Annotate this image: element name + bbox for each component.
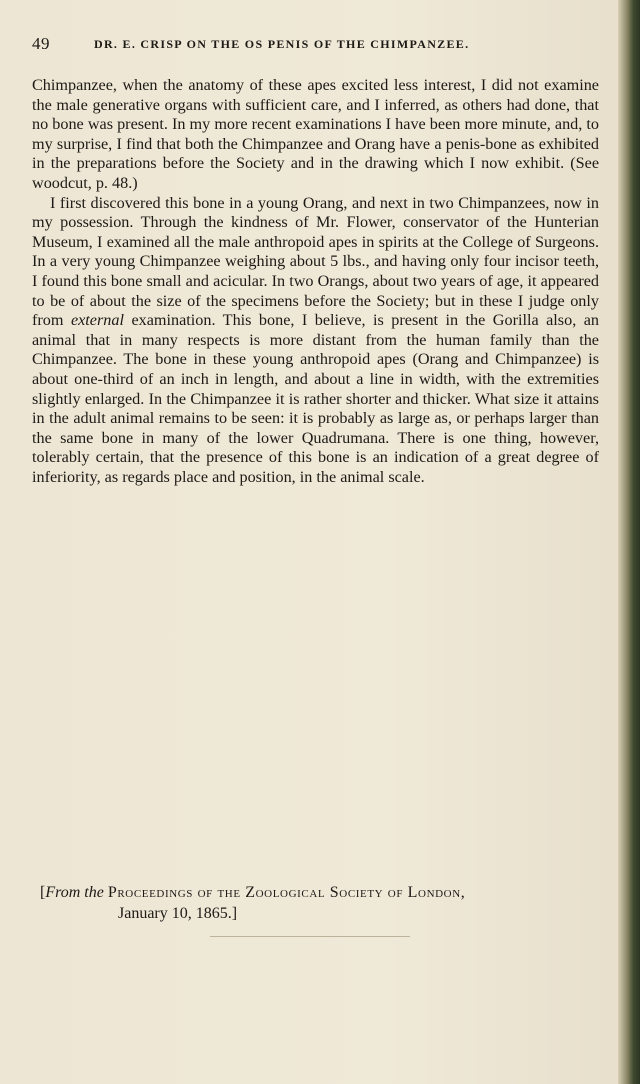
page-header: [32, 34, 592, 58]
paragraph-2-text-a: I first discovered this bone in a young Orang, and next in two Chimpanzees, now in my possession. Through the kindness of Mr. Flower, conservator of the Hunterian Museum, I examined all the male anthropoid apes in spirits at the College of Surgeons. In a very young Chimpanzee weighing about 5 lbs., and having only four incisor teeth, I found this bone small and acicular. In two Orangs, about two years of age, it appeared to be of about the size of the specimens before the Society; but in these I judge only from: [32, 193, 599, 330]
source-citation: [40, 882, 600, 924]
paragraph-2-text-b: examination. This bone, I believe, is present in the Gorilla also, an animal that in many respects is more distant from the human family than the Chimpanzee. The bone in these young anthropoid apes (Orang and Chimpanzee) is about one-third of an inch in length, and about a line in width, with the extremities slightly enlarged. In the Chimpanzee it is rather shorter and thicker. What size it attains in the adult animal remains to be seen: it is probably as large as, or perhaps larger than the same bone in many of the lower Quadrumana. There is one thing, however, tolerably certain, that the presence of this bone is an indication of a great degree of inferiority, as regards place and position, in the animal scale.: [32, 311, 599, 486]
citation-line-1: [40, 882, 600, 903]
page-number: 49: [32, 34, 50, 53]
running-title: DR. E. CRISP ON THE OS PENIS OF THE CHIMPANZEE.: [94, 37, 470, 51]
citation-bracket: [: [40, 884, 46, 901]
citation-source: Proceedings of the Zoological Society of London,: [107, 884, 466, 901]
paragraph-2: [32, 194, 599, 488]
footer-rule: [210, 936, 410, 937]
article-body: [32, 76, 599, 487]
citation-from: From the: [45, 884, 104, 901]
book-spine-edge: [618, 0, 640, 1084]
citation-date: January 10, 1865.]: [118, 905, 238, 922]
paragraph-2-italic: external: [70, 311, 124, 330]
paragraph-1: Chimpanzee, when the anatomy of these apes excited less interest, I did not examine the male generative organs with sufficient care, and I inferred, as others had done, that no bone was present. In my more recent examinations I have been more minute, and, to my surprise, I find that both the Chimpanzee and Orang have a penis-bone as exhibited in the preparations before the Society and in the drawing which I now exhibit. (See woodcut, p. 48.): [32, 76, 599, 192]
